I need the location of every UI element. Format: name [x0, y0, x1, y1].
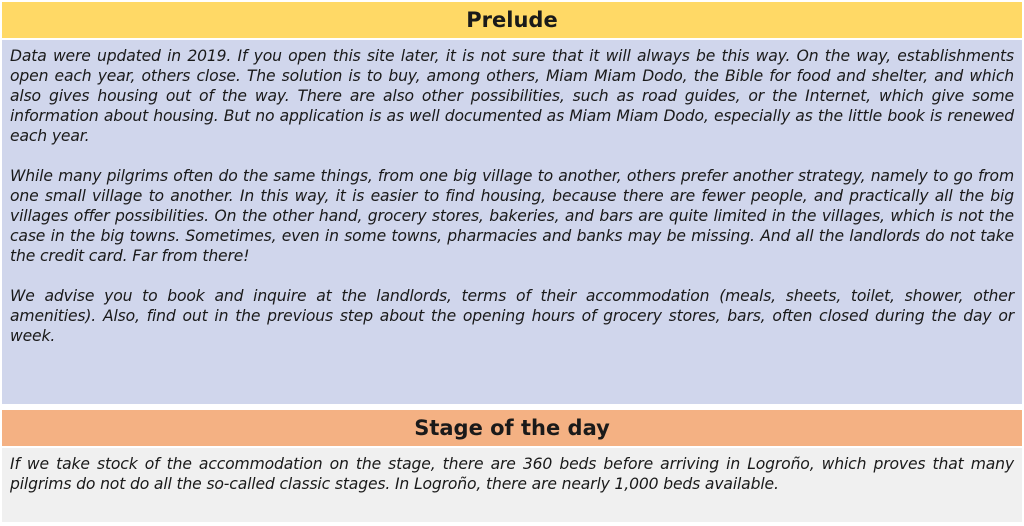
prelude-paragraph-3: We advise you to book and inquire at the landlords, terms of their accommodation (meals, sheets, toilet, shower, other amenities). Also, find out in the previous step about the opening hours of grocery stores, bars, often closed during the day or week.: [10, 287, 1014, 345]
stage-heading: Stage of the day: [2, 410, 1022, 448]
stage-paragraph-1: If we take stock of the accommodation on the stage, there are 360 beds before arriving in Logroño, which proves that many pilgrims do not do all the so-called classic stages. In Logroño, there are nearly 1,000 beds available.: [10, 455, 1014, 493]
prelude-heading: Prelude: [2, 2, 1022, 40]
document-page: [2, 2, 1022, 522]
prelude-paragraph-1: Data were updated in 2019. If you open this site later, it is not sure that it will always be this way. On the way, establishments open each year, others close. The solution is to buy, among others, Miam Miam Dodo, the Bible for food and shelter, and which also gives housing out of the way. There are also other possibilities, such as road guides, or the Internet, which give some information about housing. But no application is as well documented as Miam Miam Dodo, especially as the little book is renewed each year.: [10, 47, 1014, 145]
stage-section: [2, 448, 1022, 522]
prelude-paragraph-2: While many pilgrims often do the same things, from one big village to another, others prefer another strategy, namely to go from one small village to another. In this way, it is easier to find housing, because there are fewer people, and practically all the big villages offer possibilities. On the other hand, grocery stores, bakeries, and bars are quite limited in the villages, which is not the case in the big towns. Sometimes, even in some towns, pharmacies and banks may be missing. And all the landlords do not take the credit card. Far from there!: [10, 167, 1014, 265]
prelude-section: [2, 40, 1022, 404]
